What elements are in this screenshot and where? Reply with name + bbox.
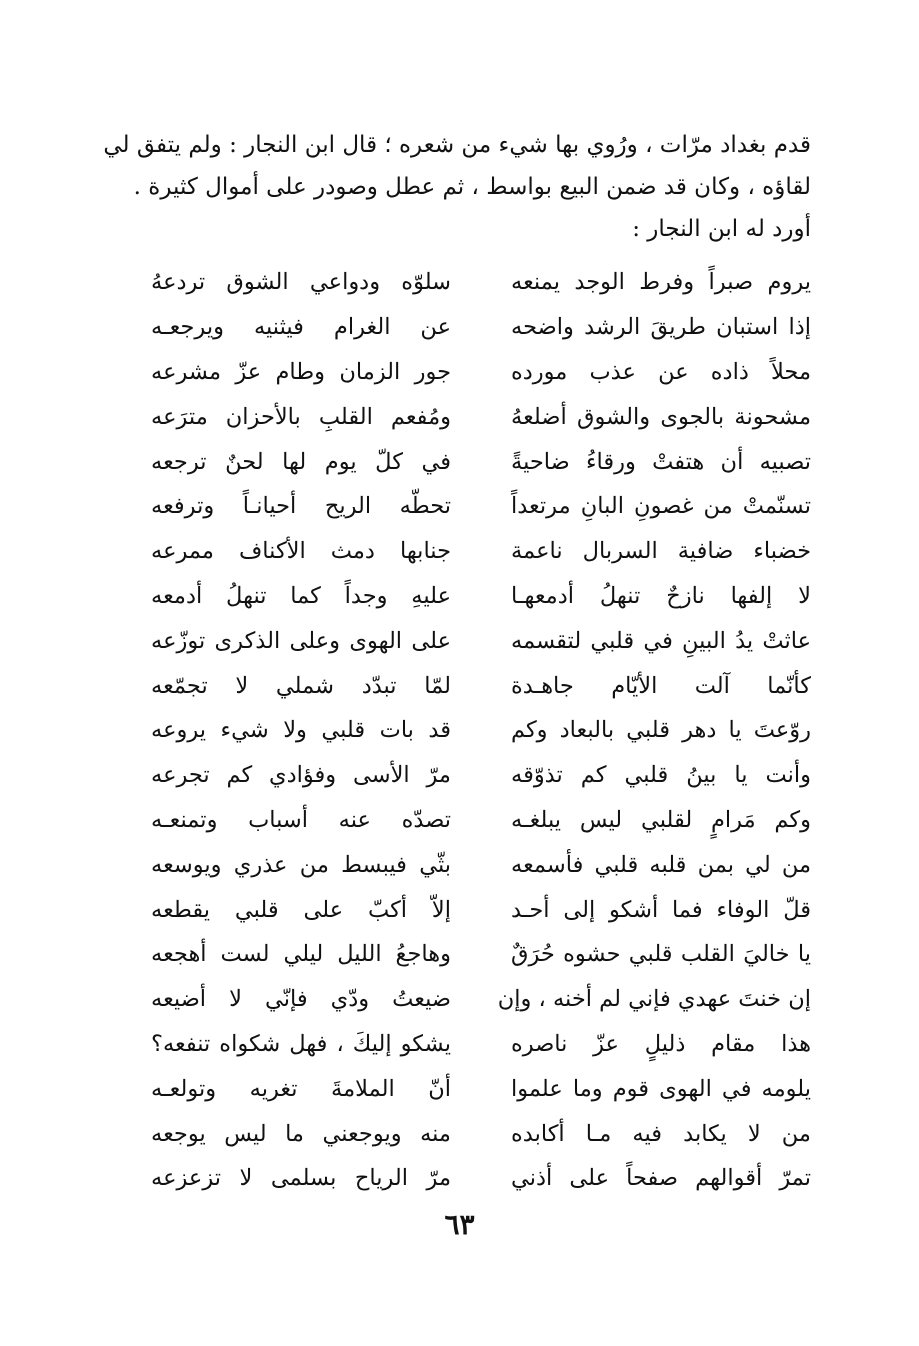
intro-paragraph xyxy=(103,124,811,250)
intro-line: لقاؤه ، وكان قد ضمن البيع بواسط ، ثم عطل وصودر على أموال كثيرة . xyxy=(133,174,811,200)
verse-first-hemistich: قلّ الوفاء فما أشكو إلى أحـد xyxy=(511,896,811,923)
verse-first-hemistich: من لي بمن قلبه قلبي فأسمعه xyxy=(511,851,811,878)
verse xyxy=(151,618,811,663)
verse-first-hemistich: إذا استبان طريقَ الرشد واضحه xyxy=(511,314,811,341)
verse-second-hemistich: مرّ الأسى وفؤادي كم تجرعه xyxy=(151,762,451,789)
verse xyxy=(151,663,811,708)
verse-second-hemistich: ومُفعم القلبِ بالأحزان مترَعه xyxy=(151,403,451,430)
verse-second-hemistich: على الهوى وعلى الذكرى توزّعه xyxy=(151,627,451,654)
verse-second-hemistich: مرّ الرياح بسلمى لا تزعزعه xyxy=(151,1165,451,1192)
verse-second-hemistich: يشكو إليكَ ، فهل شكواه تنفعه؟ xyxy=(151,1030,451,1057)
verse-first-hemistich: وأنت يا بينُ قلبي كم تذوّقه xyxy=(511,762,811,789)
verse xyxy=(151,753,811,798)
verse-first-hemistich: مشحونة بالجوى والشوق أضلعهُ xyxy=(511,403,811,430)
verse-second-hemistich: أنّ الملامةَ تغريه وتولعـه xyxy=(151,1075,451,1102)
verse xyxy=(151,1156,811,1201)
verse-second-hemistich: عن الغرام فيثنيه ويرجعـه xyxy=(151,314,451,341)
verse xyxy=(151,574,811,619)
verse xyxy=(151,932,811,977)
verse-second-hemistich: لمّا تبدّد شملي لا تجمّعه xyxy=(151,672,451,699)
intro-line: قدم بغداد مرّات ، ورُوي بها شيء من شعره ؛ قال ابن النجار : ولم يتفق لي xyxy=(103,132,811,158)
verse-second-hemistich: قد بات قلبي ولا شيء يروعه xyxy=(151,717,451,744)
verse-second-hemistich: منه ويوجعني ما ليس يوجعه xyxy=(151,1120,451,1147)
verse-first-hemistich: محلاً ذاده عن عذب مورده xyxy=(511,358,811,385)
verse-first-hemistich: يا خاليَ القلب قلبي حشوه حُرَقٌ xyxy=(511,941,811,968)
verse-first-hemistich: يروم صبراً وفرط الوجد يمنعه xyxy=(511,269,811,296)
verse-first-hemistich: إن خنتَ عهدي فإني لم أخنه ، وإن xyxy=(497,986,811,1013)
verse-first-hemistich: كأنّما آلت الأيّام جاهـدة xyxy=(511,672,811,699)
verse-first-hemistich: هذا مقام ذليلٍ عزّ ناصره xyxy=(511,1030,811,1057)
verse-first-hemistich: من لا يكابد فيه مـا أكابده xyxy=(511,1120,811,1147)
verse-second-hemistich: بثّي فيبسط من عذري ويوسعه xyxy=(151,851,451,878)
verse-second-hemistich: تصدّه عنه أسباب وتمنعـه xyxy=(151,806,451,833)
verse-second-hemistich: ضيعتُ ودّي فإنّي لا أضيعه xyxy=(151,986,451,1013)
verse-first-hemistich: وكم مَرامٍ لقلبي ليس يبلغـه xyxy=(511,806,811,833)
poem xyxy=(151,260,811,1201)
verse-first-hemistich: خضباء ضافية السربال ناعمة xyxy=(511,538,811,565)
verse-second-hemistich: في كلّ يوم لها لحنٌ ترجعه xyxy=(151,448,451,475)
verse-second-hemistich: وهاجعُ الليل ليلي لست أهجعه xyxy=(151,941,451,968)
verse xyxy=(151,1022,811,1067)
page-number: ٦٣ xyxy=(444,1208,475,1241)
verse-second-hemistich: تحطّه الريح أحيانـاً وترفعه xyxy=(151,493,451,520)
verse xyxy=(151,798,811,843)
verse xyxy=(151,484,811,529)
verse-second-hemistich: جنابها دمث الأكناف ممرعه xyxy=(151,538,451,565)
verse xyxy=(151,1066,811,1111)
verse xyxy=(151,350,811,395)
verse-first-hemistich: تصبيه أن هتفتْ ورقاءُ ضاحيةً xyxy=(511,448,811,475)
verse xyxy=(151,439,811,484)
verse xyxy=(151,1111,811,1156)
verse-first-hemistich: تمرّ أقوالهم صفحاً على أذني xyxy=(511,1165,811,1192)
verse-first-hemistich: لا إلفها نازحٌ تنهلُ أدمعهـا xyxy=(511,582,811,609)
verse xyxy=(151,305,811,350)
verse xyxy=(151,529,811,574)
verse xyxy=(151,842,811,887)
intro-line: أورد له ابن النجار : xyxy=(632,216,811,242)
verse-first-hemistich: تسنّمتْ من غصونِ البانِ مرتعداً xyxy=(511,493,811,520)
verse-first-hemistich: عاثتْ يدُ البينِ في قلبي لتقسمه xyxy=(511,627,811,654)
verse xyxy=(151,977,811,1022)
verse xyxy=(151,394,811,439)
verse xyxy=(151,887,811,932)
verse-first-hemistich: روّعتَ يا دهر قلبي بالبعاد وكم xyxy=(511,717,811,744)
verse-first-hemistich: يلومه في الهوى قوم وما علموا xyxy=(511,1075,811,1102)
verse xyxy=(151,708,811,753)
verse-second-hemistich: إلاّ أكبّ على قلبي يقطعه xyxy=(151,896,451,923)
verse-second-hemistich: عليهِ وجداً كما تنهلُ أدمعه xyxy=(151,582,451,609)
verse-second-hemistich: سلوّه ودواعي الشوق تردعهُ xyxy=(151,269,451,296)
verse-second-hemistich: جور الزمان وطام عزّ مشرعه xyxy=(151,358,451,385)
verse xyxy=(151,260,811,305)
